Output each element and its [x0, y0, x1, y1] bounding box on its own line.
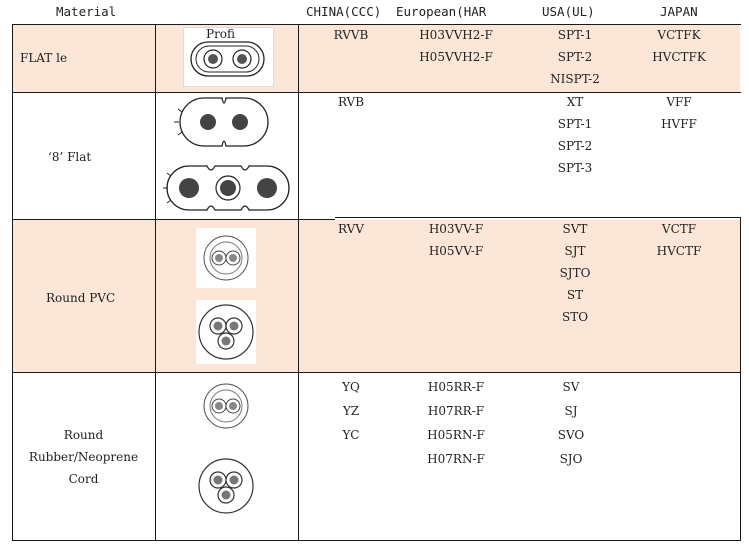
code-item: SVT [562, 222, 588, 236]
cell-round-rubber-china [316, 375, 386, 447]
code-item: SJO [559, 452, 583, 466]
cell-round-rubber-european [416, 375, 496, 471]
grid-line-h-bottom [12, 540, 741, 541]
code-item: SPT-1 [557, 117, 593, 131]
cell-flat-china [316, 24, 386, 46]
code-item: SVO [557, 428, 585, 442]
header-material: Material [56, 4, 117, 19]
round-pvc-2core-diagram [196, 228, 256, 288]
row-label-flat: FLAT le [20, 51, 68, 65]
code-item: H07RN-F [427, 452, 485, 466]
header-china: CHINA(CCC) [306, 4, 382, 19]
code-item: SJ [564, 404, 578, 418]
round-pvc-3core-diagram [196, 300, 256, 364]
round-rubber-2core-diagram [196, 376, 256, 436]
header-japan: JAPAN [660, 4, 698, 19]
code-item: H07RR-F [427, 404, 485, 418]
code-item: SJT [564, 244, 586, 258]
code-item: STO [561, 310, 589, 324]
code-item: H05RN-F [427, 428, 485, 442]
code-item: YC [342, 428, 360, 442]
grid-line-v-data [298, 24, 299, 541]
cell-round-rubber-usa [536, 375, 606, 471]
cell-round-pvc-china [316, 218, 386, 240]
grid-line-v-image [155, 24, 156, 541]
cell-8flat-china [316, 91, 386, 113]
code-item: SJTO [559, 266, 591, 280]
row-label-8-flat: ‘8’ Flat [48, 150, 92, 164]
round-rubber-3core-diagram [196, 454, 256, 518]
code-item: YZ [342, 404, 360, 418]
cell-round-pvc-european [416, 218, 496, 262]
flat-cable-diagram [183, 36, 272, 82]
code-item: HVCTF [656, 244, 702, 258]
code-item: H05VVH2-F [419, 50, 493, 64]
code-item: H05VV-F [428, 244, 484, 258]
code-item: SPT-2 [557, 50, 593, 64]
row-label-round-pvc: Round PVC [46, 291, 116, 305]
code-item: SPT-1 [557, 28, 593, 42]
cell-flat-european [416, 24, 496, 68]
code-item: RVV [338, 222, 364, 236]
figure8-cable-3core-diagram [163, 162, 293, 214]
grid-line-v-right [740, 218, 741, 541]
cell-8flat-usa [540, 91, 610, 179]
code-item: H03VV-F [428, 222, 484, 236]
grid-line-h-2a [12, 219, 335, 220]
code-item: HVFF [661, 117, 697, 131]
header-usa: USA(UL) [542, 4, 595, 19]
code-item: HVCTFK [652, 50, 706, 64]
cell-round-pvc-usa [540, 218, 610, 328]
code-item: RVB [337, 95, 365, 109]
code-item: VFF [666, 95, 692, 109]
header-european: European(HAR [396, 4, 487, 19]
code-item: XT [566, 95, 584, 109]
code-item: SPT-3 [557, 161, 593, 175]
row-label-line: Cord [68, 472, 99, 486]
cell-round-pvc-japan [644, 218, 714, 262]
cell-8flat-japan [644, 91, 714, 135]
image-caption-profi: Profi [206, 27, 236, 41]
code-item: YQ [342, 380, 360, 394]
code-item: VCTF [661, 222, 697, 236]
code-item: VCTFK [657, 28, 701, 42]
grid-line-h-3 [12, 372, 741, 373]
code-item: H03VVH2-F [419, 28, 493, 42]
code-item: RVVB [333, 28, 369, 42]
code-item: SPT-2 [557, 139, 593, 153]
row-label-line: Rubber/Neoprene [28, 450, 139, 464]
row-label-line: Round [63, 428, 104, 442]
row-label-round-rubber [12, 424, 155, 490]
code-item: H05RR-F [427, 380, 485, 394]
figure8-cable-2core-diagram [174, 94, 274, 150]
cell-flat-usa [540, 24, 610, 90]
cell-flat-japan [644, 24, 714, 68]
code-item: NISPT-2 [550, 72, 600, 86]
code-item: ST [566, 288, 584, 302]
code-item: SV [562, 380, 580, 394]
